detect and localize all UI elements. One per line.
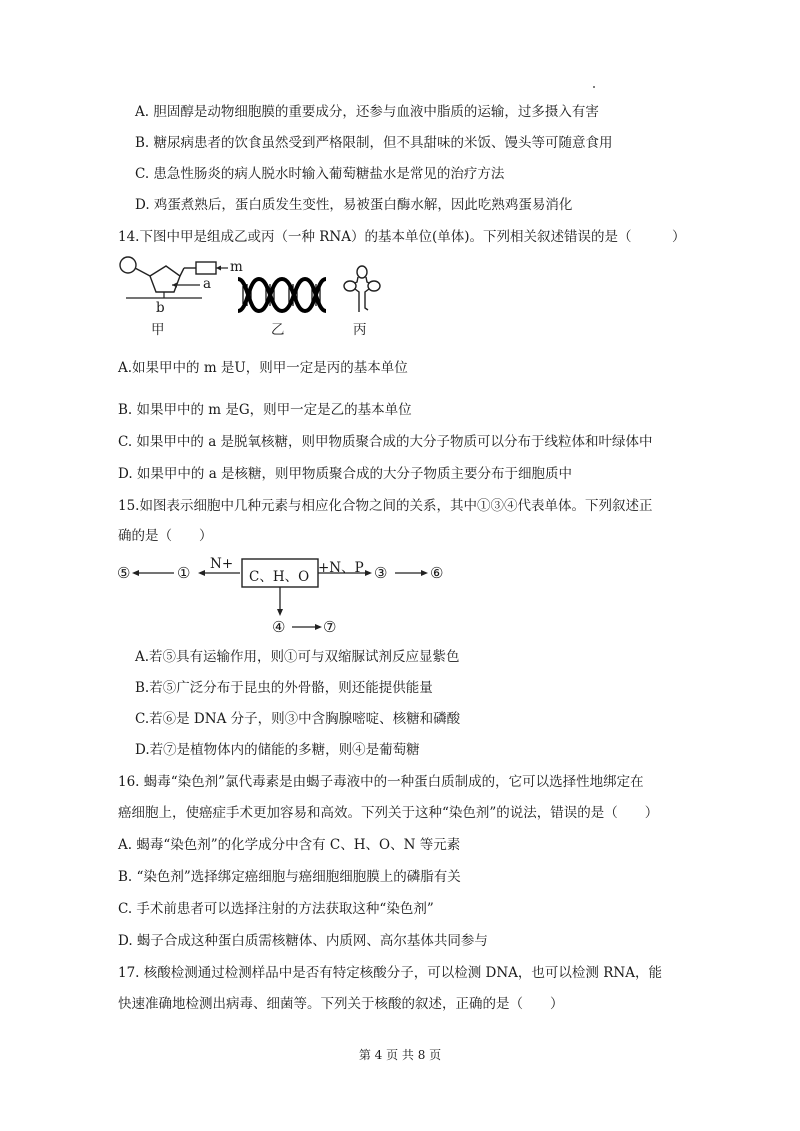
base-rectangle: [196, 262, 216, 274]
node-3: ③: [374, 564, 388, 582]
caption-jia: 甲: [151, 322, 165, 338]
label-a: a: [203, 276, 212, 292]
page-footer: 第 4 页 共 8 页: [358, 1048, 442, 1062]
label-m: m: [230, 259, 243, 275]
q16-option-b: B. “染色剂”选择绑定癌细胞与癌细胞细胞膜上的磷脂有关: [118, 869, 461, 885]
q14-stem: 14.下图中甲是组成乙或丙（一种 RNA）的基本单位(单体)。下列相关叙述错误的是（ ）: [118, 229, 686, 245]
q16-stem-line2: 癌细胞上，使癌症手术更加容易和高效。下列关于这种“染色剂”的说法，错误的是（ ）: [118, 805, 659, 821]
q13-option-c: C. 患急性肠炎的病人脱水时输入葡萄糖盐水是常见的治疗方法: [135, 166, 505, 182]
q14-option-b: B. 如果甲中的 m 是G，则甲一定是乙的基本单位: [118, 402, 412, 418]
caption-bing: 丙: [353, 322, 367, 338]
q15-stem-line2: 确的是（ ）: [118, 528, 213, 544]
q17-stem-line2: 快速准确地检测出病毒、细菌等。下列关于核酸的叙述，正确的是（ ）: [118, 996, 564, 1012]
trna-cloverleaf-diagram: [342, 264, 382, 316]
node-5: ⑤: [117, 564, 131, 582]
q15-option-d: D.若⑦是植物体内的储能的多糖，则④是葡萄糖: [135, 742, 420, 758]
q16-option-c: C. 手术前患者可以选择注射的方法获取这种“染色剂”: [118, 901, 434, 917]
label-b: b: [156, 300, 165, 316]
q16-stem-line1: 16. 蝎毒“染色剂”氯代毒素是由蝎子毒液中的一种蛋白质制成的，它可以选择性地绑定在: [118, 774, 644, 790]
scan-speck: [593, 86, 595, 88]
q13-option-a: A. 胆固醇是动物细胞膜的重要成分，还参与血液中脂质的运输，过多摄入有害: [135, 104, 599, 120]
sugar-pentagon: [150, 266, 180, 292]
q17-stem-line1: 17. 核酸检测通过检测样品中是否有特定核酸分子，可以检测 DNA，也可以检测 RNA，能: [118, 965, 662, 981]
q15-option-b: B.若⑤广泛分布于昆虫的外骨骼，则还能提供能量: [135, 680, 433, 696]
q16-option-a: A. 蝎毒“染色剂”的化学成分中含有 C、H、O、N 等元素: [118, 837, 461, 853]
q14-option-a: A.如果甲中的 m 是U，则甲一定是丙的基本单位: [118, 360, 408, 376]
node-6: ⑥: [430, 564, 444, 582]
q15-option-a: A.若⑤具有运输作用，则①可与双缩脲试剂反应显紫色: [135, 649, 460, 665]
node-1: ①: [177, 564, 191, 582]
caption-yi: 乙: [271, 322, 285, 338]
q13-option-b: B. 糖尿病患者的饮食虽然受到严格限制，但不具甜味的米饭、馒头等可随意食用: [135, 135, 613, 151]
label-n-plus: N+: [210, 556, 234, 572]
node-4: ④: [272, 618, 286, 636]
q14-option-d: D. 如果甲中的 a 是核糖，则甲物质聚合成的大分子物质主要分布于细胞质中: [118, 466, 573, 482]
node-7: ⑦: [323, 618, 337, 636]
phosphate-circle: [120, 257, 136, 273]
q13-option-d: D. 鸡蛋煮熟后，蛋白质发生变性，易被蛋白酶水解，因此吃熟鸡蛋易消化: [135, 197, 573, 213]
label-plus-n-p: +N、P: [318, 560, 364, 576]
q15-stem-line1: 15.如图表示细胞中几种元素与相应化合物之间的关系，其中①③④代表单体。下列叙述正: [118, 498, 653, 514]
q15-option-c: C.若⑥是 DNA 分子，则③中含胸腺嘧啶、核糖和磷酸: [135, 711, 461, 727]
box-label-cho: C、H、O: [249, 569, 310, 585]
q14-option-c: C. 如果甲中的 a 是脱氧核糖，则甲物质聚合成的大分子物质可以分布于线粒体和叶绿体中: [118, 434, 653, 450]
q16-option-d: D. 蝎子合成这种蛋白质需核糖体、内质网、高尔基体共同参与: [118, 933, 488, 949]
dna-helix-diagram: [236, 273, 328, 317]
